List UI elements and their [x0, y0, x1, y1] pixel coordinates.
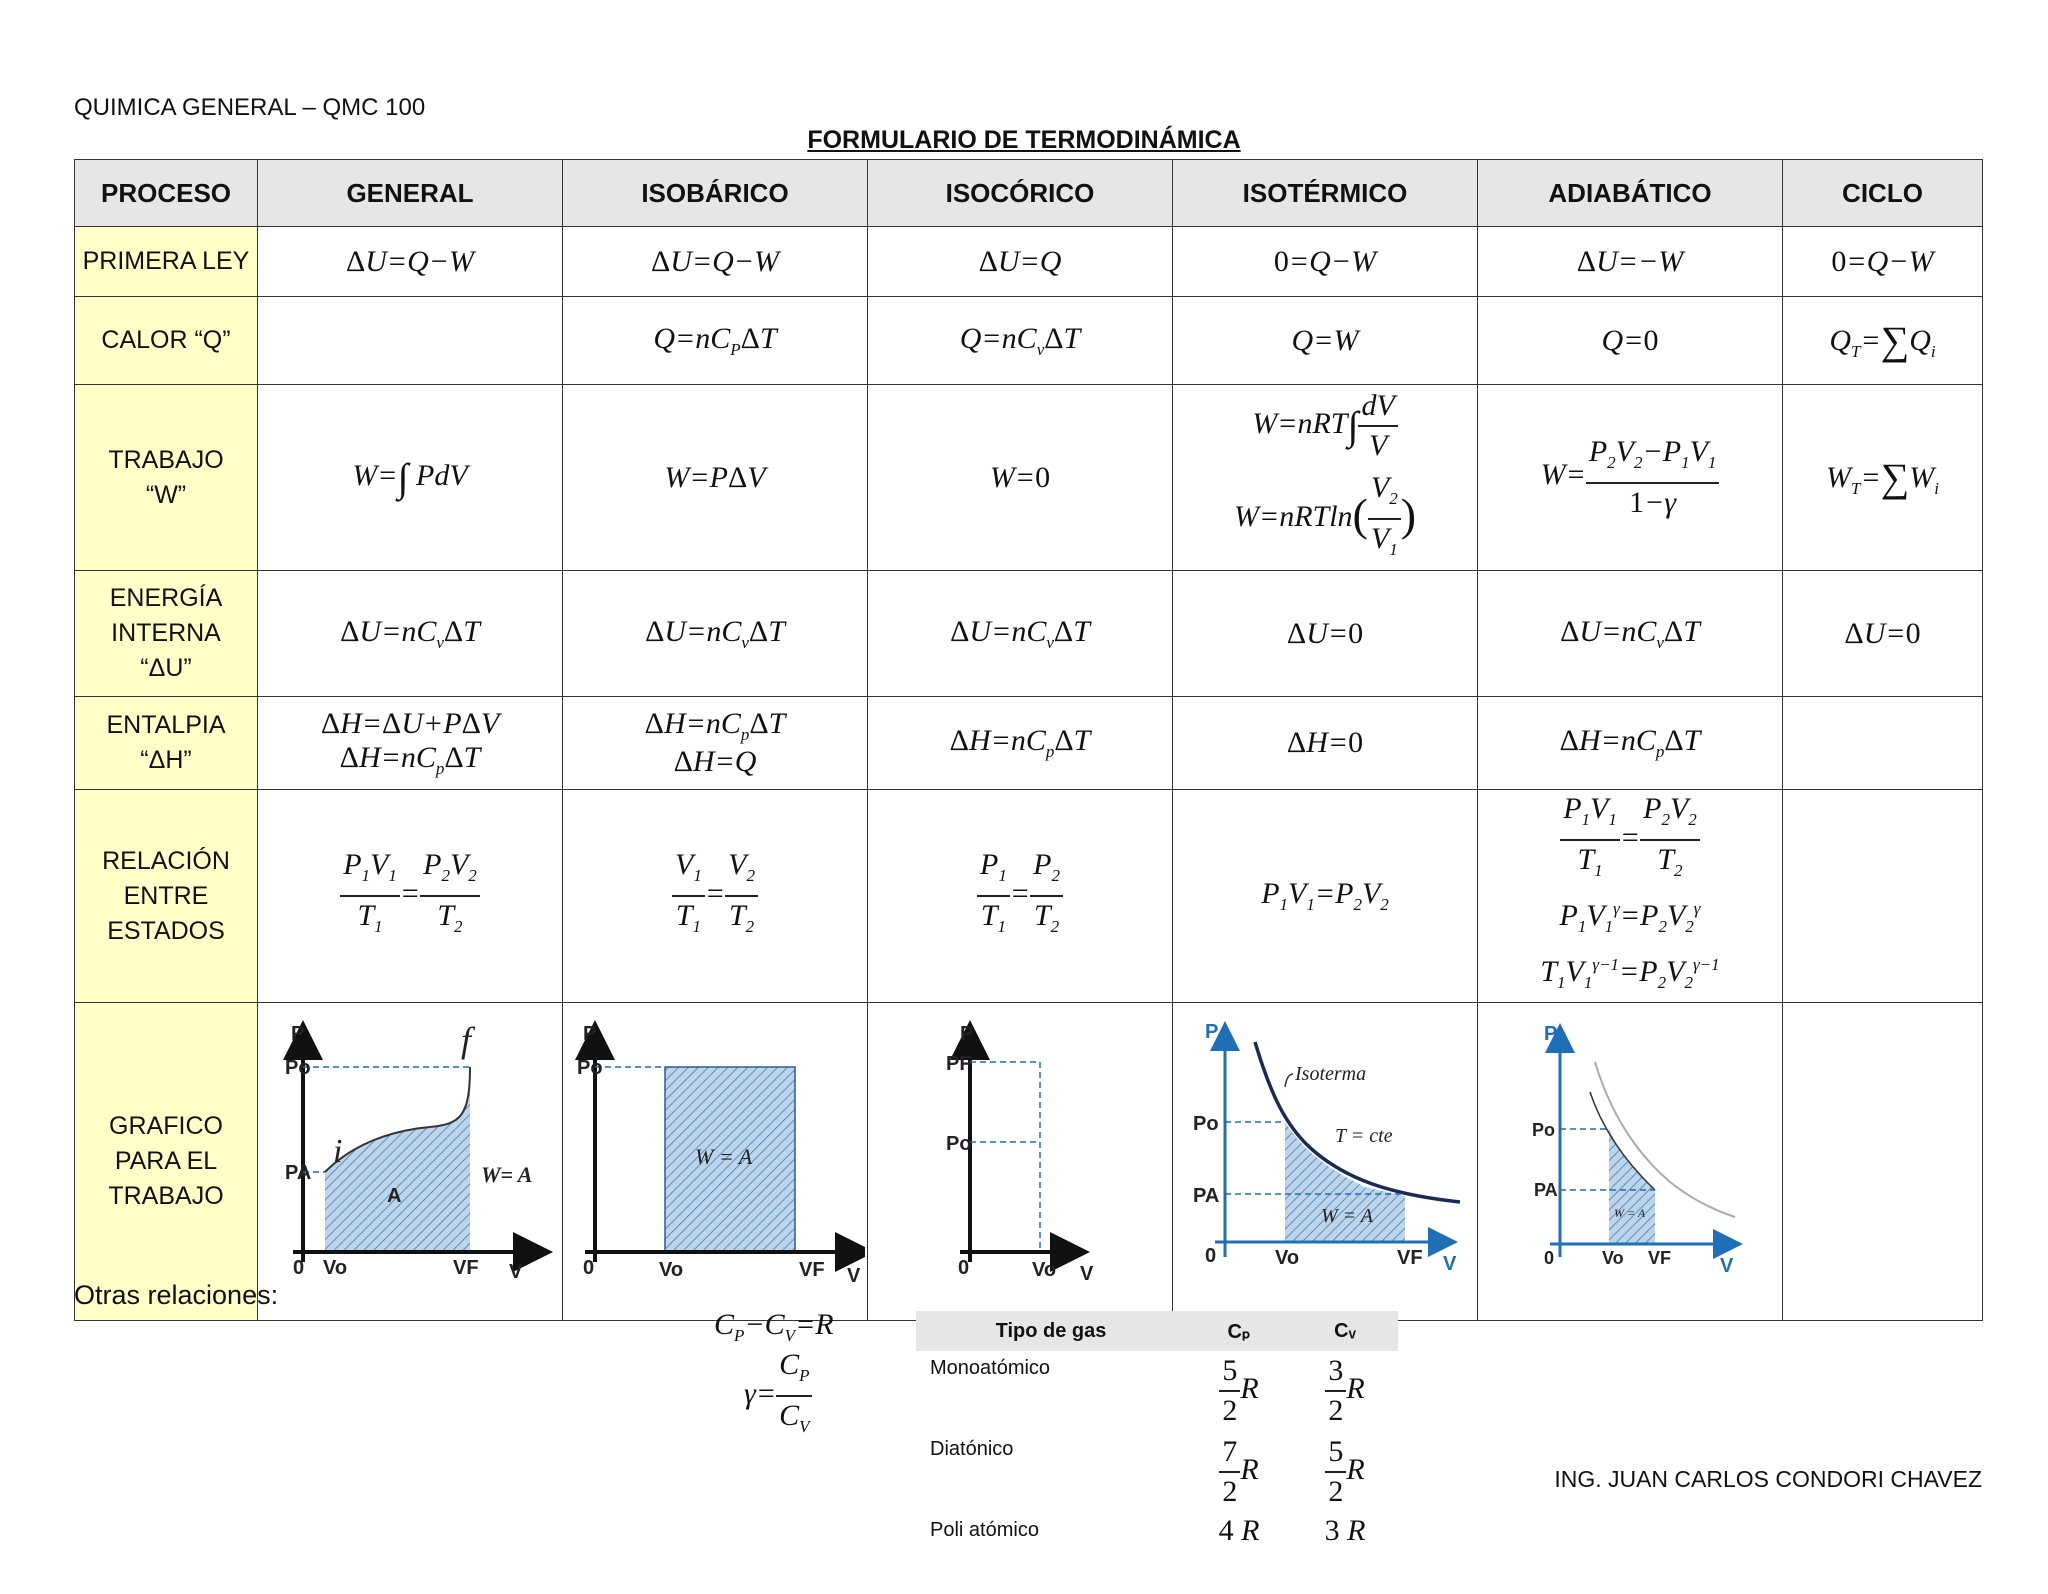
- header-general: GENERAL: [258, 160, 563, 227]
- gas-row-diatonico: [916, 1432, 1398, 1513]
- gas-header-type: Tipo de gas: [916, 1311, 1186, 1351]
- row-grafico: [75, 1003, 1983, 1321]
- graph-isotermico-zero-label: 0: [1205, 1244, 1217, 1267]
- row-label-trabajo: TRABAJO “W”: [75, 385, 258, 571]
- course-label: QUIMICA GENERAL – QMC 100: [74, 94, 426, 121]
- graph-general-f-label: f: [461, 1019, 472, 1060]
- formula-entalpia-isocorico: $\Delta H=nC_p\Delta T$: [868, 697, 1173, 790]
- graph-isobarico-cell: [563, 1003, 868, 1321]
- formula-entalpia-adiabatico: $\Delta H=nC_p\Delta T$: [1478, 697, 1783, 790]
- graph-adiabatico-w-label: W = A: [1614, 1205, 1646, 1220]
- row-label-entalpia: ENTALPIA “ΔH”: [75, 697, 258, 790]
- graph-isotermico-isoterma-label: Isoterma: [1295, 1062, 1367, 1085]
- graph-isotermico-pa-label: PA: [1193, 1184, 1220, 1207]
- graph-isotermico-vf-label: VF: [1397, 1246, 1423, 1269]
- graph-isocorico-cell: [868, 1003, 1173, 1321]
- graph-general-pa-label: PA: [285, 1161, 312, 1184]
- formula-relacion-isotermico: $P_1V_1=P_2V_2$: [1173, 790, 1478, 1003]
- otras-relaciones-label: Otras relaciones:: [74, 1280, 279, 1310]
- graph-isotermico-po-label: Po: [1193, 1112, 1219, 1135]
- graph-isobarico: [565, 1012, 865, 1312]
- row-energia: [75, 571, 1983, 697]
- gas-cp: $\frac{5}{2}$ R: [1186, 1351, 1292, 1432]
- graph-isobarico-v-label: V: [847, 1264, 861, 1287]
- graph-general-area: [325, 1067, 470, 1252]
- relation-cp-cv: $C_P-C_V=R$: [714, 1308, 834, 1345]
- formula-calor-adiabatico: Q=0: [1478, 297, 1783, 385]
- formula-primera-ley-isocorico: ΔU=Q: [868, 227, 1173, 297]
- row-label-relacion: RELACIÓN ENTRE ESTADOS: [75, 790, 258, 1003]
- formula-relacion-isobarico: $\frac{V_1}{T_1}$ = $\frac{V_2}{T_2}$: [563, 790, 868, 1003]
- graph-isotermico: [1175, 1012, 1475, 1312]
- graph-general-zero-label: 0: [293, 1256, 305, 1279]
- formula-trabajo-isotermico: W=nRT∫ $\frac{dV}{V}$ W=nRTln( $\frac{V_2}{V_1}$ ): [1173, 385, 1478, 571]
- header-isocorico: ISOCÓRICO: [868, 160, 1173, 227]
- gas-name: Monoatómico: [930, 1357, 1051, 1379]
- graph-general-a-label: A: [387, 1184, 402, 1207]
- header-isotermico: ISOTÉRMICO: [1173, 160, 1478, 227]
- formula-entalpia-isotermico: ΔH=0: [1173, 697, 1478, 790]
- page-title: FORMULARIO DE TERMODINÁMICA: [807, 126, 1241, 154]
- gas-cv: $\frac{5}{2}$ R: [1292, 1432, 1398, 1513]
- graph-isocorico: [920, 1012, 1120, 1312]
- formula-energia-isocorico: $\Delta U=nC_v\Delta T$: [868, 571, 1173, 697]
- row-trabajo: [75, 385, 1983, 571]
- row-label-grafico: GRAFICO PARA EL TRABAJO: [75, 1003, 258, 1321]
- formula-energia-adiabatico: $\Delta U=nC_v\Delta T$: [1478, 571, 1783, 697]
- formula-primera-ley-isotermico: 0=Q−W: [1173, 227, 1478, 297]
- graph-isobarico-zero-label: 0: [583, 1256, 595, 1279]
- graph-adiabatico-zero-label: 0: [1544, 1247, 1555, 1268]
- row-relacion: [75, 790, 1983, 1003]
- row-label-energia: ENERGÍA INTERNA “ΔU”: [75, 571, 258, 697]
- formula-table: [74, 159, 1983, 1321]
- formula-trabajo-isocorico: W=0: [868, 385, 1173, 571]
- formula-primera-ley-isobarico: ΔU=Q−W: [563, 227, 868, 297]
- graph-adiabatico-vo-label: Vo: [1602, 1247, 1624, 1268]
- formula-entalpia-isobarico: $\Delta H=nC_p\Delta T$ ΔH=Q: [563, 697, 868, 790]
- graph-ciclo-cell: [1783, 1003, 1983, 1321]
- graph-isocorico-zero-label: 0: [958, 1256, 970, 1279]
- graph-isocorico-v-label: V: [1080, 1262, 1094, 1285]
- graph-adiabatico: [1480, 1012, 1780, 1312]
- formula-relacion-isocorico: $\frac{P_1}{T_1}$ = $\frac{P_2}{T_2}$: [868, 790, 1173, 1003]
- formula-primera-ley-adiabatico: ΔU=−W: [1478, 227, 1783, 297]
- graph-isotermico-vo-label: Vo: [1275, 1246, 1300, 1269]
- formula-calor-isocorico: $Q=nC_v\Delta T$: [868, 297, 1173, 385]
- formula-energia-isobarico: $\Delta U=nC_v\Delta T$: [563, 571, 868, 697]
- graph-adiabatico-vf-label: VF: [1648, 1247, 1672, 1268]
- row-entalpia: [75, 697, 1983, 790]
- graph-isotermico-tcte-label: T = cte: [1335, 1124, 1393, 1147]
- formula-energia-ciclo: ΔU=0: [1783, 571, 1983, 697]
- relation-gamma: γ= $\frac{C_P}{C_V}$: [744, 1346, 834, 1446]
- gas-table: [916, 1311, 1398, 1594]
- graph-isobarico-vo-label: Vo: [659, 1258, 684, 1281]
- gas-name: Poli atómico: [930, 1519, 1039, 1541]
- graph-adiabatico-po-label: Po: [1532, 1119, 1556, 1140]
- formula-trabajo-ciclo: $W_T=\sum W_i$: [1783, 385, 1983, 571]
- graph-isotermico-cell: [1173, 1003, 1478, 1321]
- graph-general-po-label: Po: [285, 1056, 311, 1079]
- formula-relacion-ciclo: [1783, 790, 1983, 1003]
- formula-calor-isotermico: Q=W: [1173, 297, 1478, 385]
- gas-cv: $\frac{3}{2}$ R: [1292, 1351, 1398, 1432]
- row-label-primera-ley: PRIMERA LEY: [75, 227, 258, 297]
- formula-relacion-general: $\frac{P_1V_1}{T_1}$ = $\frac{P_2V_2}{T_2}$: [258, 790, 563, 1003]
- formula-entalpia-ciclo: [1783, 697, 1983, 790]
- gas-cp: $\frac{7}{2}$ R: [1186, 1432, 1292, 1513]
- graph-isobarico-vf-label: VF: [799, 1258, 825, 1281]
- graph-isocorico-po-label: Po: [946, 1132, 972, 1155]
- gas-cp: 4 R: [1218, 1514, 1260, 1547]
- row-label-calor: CALOR “Q”: [75, 297, 258, 385]
- graph-isotermico-v-label: V: [1443, 1252, 1457, 1275]
- author-name: ING. JUAN CARLOS CONDORI CHAVEZ: [1554, 1466, 1982, 1492]
- gas-cv: 3 R: [1324, 1514, 1366, 1547]
- graph-general-vo-label: Vo: [323, 1256, 348, 1279]
- graph-general-w-label: W= A: [481, 1161, 533, 1187]
- header-adiabatico: ADIABÁTICO: [1478, 160, 1783, 227]
- graph-isobarico-po-label: Po: [577, 1056, 603, 1079]
- formula-trabajo-isobarico: W=PΔV: [563, 385, 868, 571]
- gas-header-cv: Cᵥ: [1292, 1311, 1398, 1351]
- graph-adiabatico-v-label: V: [1720, 1254, 1734, 1277]
- graph-isobarico-p-label: P: [583, 1022, 597, 1045]
- graph-general-p-label: P: [291, 1022, 305, 1045]
- graph-adiabatico-cell: [1478, 1003, 1783, 1321]
- graph-general-v-label: V: [509, 1260, 523, 1283]
- formula-calor-general: [258, 297, 563, 385]
- formula-calor-isobarico: $Q=nC_P\Delta T$: [563, 297, 868, 385]
- header-proceso: PROCESO: [75, 160, 258, 227]
- formula-primera-ley-ciclo: 0=Q−W: [1783, 227, 1983, 297]
- graph-isocorico-vo-label: Vo: [1032, 1258, 1057, 1281]
- graph-isotermico-pointer: [1285, 1074, 1293, 1087]
- graph-isocorico-p-label: P: [960, 1022, 974, 1045]
- formula-primera-ley-general: ΔU=Q−W: [258, 227, 563, 297]
- graph-general-vf-label: VF: [453, 1256, 479, 1279]
- gas-header-cp: Cₚ: [1186, 1311, 1292, 1351]
- graph-isocorico-pf-label: PF: [946, 1052, 972, 1075]
- graph-isotermico-p-label: P: [1205, 1020, 1219, 1043]
- gas-name: Diatónico: [930, 1438, 1014, 1460]
- header-isobarico: ISOBÁRICO: [563, 160, 868, 227]
- graph-isotermico-w-label: W = A: [1321, 1204, 1374, 1227]
- formula-relacion-adiabatico: $\frac{P_1V_1}{T_1}$ = $\frac{P_2V_2}{T_2}$ $P_1V_1^\gamma=P_2V_2^\gamma$ $T_1V_1^{\gamma-1}=P_2V_2^{\gamma-1}$: [1478, 790, 1783, 1003]
- formula-trabajo-general: W=∫ PdV: [258, 385, 563, 571]
- graph-general: [265, 1012, 555, 1312]
- gas-row-monoatomico: [916, 1351, 1398, 1432]
- graph-adiabatico-p-label: P: [1544, 1022, 1558, 1045]
- graph-general-i-label: i: [333, 1132, 343, 1170]
- row-calor: [75, 297, 1983, 385]
- formula-energia-general: $\Delta U=nC_v\Delta T$: [258, 571, 563, 697]
- extra-relations: [714, 1308, 834, 1446]
- header-ciclo: CICLO: [1783, 160, 1983, 227]
- graph-isobarico-w-label: W = A: [695, 1143, 753, 1169]
- header-row: [75, 160, 1983, 227]
- formula-trabajo-adiabatico: W= $\frac{P_2V_2-P_1V_1}{1-\gamma}$: [1478, 385, 1783, 571]
- formula-calor-ciclo: $Q_T=\sum Q_i$: [1783, 297, 1983, 385]
- formula-energia-isotermico: ΔU=0: [1173, 571, 1478, 697]
- gas-table-header: [916, 1311, 1398, 1351]
- row-primera-ley: [75, 227, 1983, 297]
- graph-general-cell: [258, 1003, 563, 1321]
- graph-adiabatico-area: [1609, 1129, 1655, 1244]
- formula-entalpia-general: ΔH=ΔU+PΔV $\Delta H=nC_p\Delta T$: [258, 697, 563, 790]
- graph-adiabatico-pa-label: PA: [1534, 1179, 1558, 1200]
